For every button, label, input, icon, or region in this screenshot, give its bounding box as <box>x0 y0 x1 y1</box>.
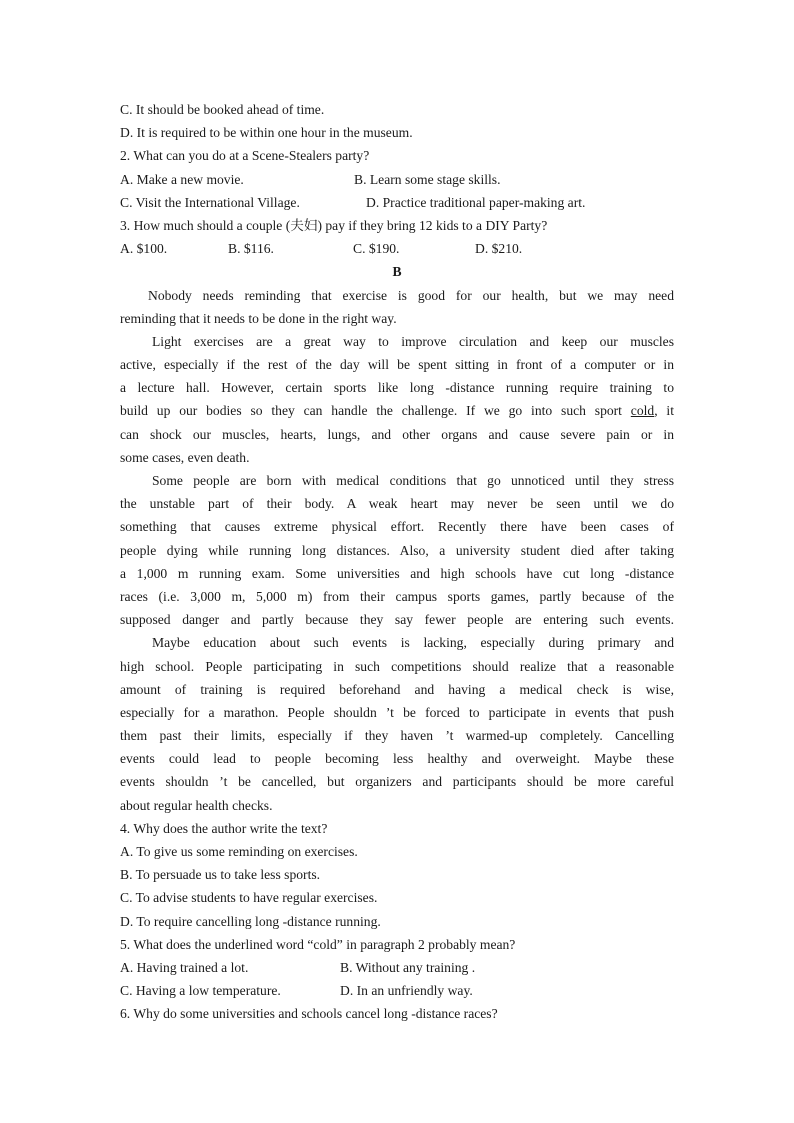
text-line: some cases, even death. <box>120 449 250 465</box>
text-line: people dying while running long distances. Also, a university student died after taking <box>120 542 674 558</box>
text-line: can shock our muscles, hearts, lungs, and other organs and cause severe pain or in <box>120 426 674 442</box>
text-line: reminding that it needs to be done in the right way. <box>120 310 397 326</box>
text-line: Nobody needs reminding that exercise is good for our health, but we may need <box>148 287 674 303</box>
q4-option-b: B. To persuade us to take less sports. <box>120 867 321 883</box>
q2-option-d: D. Practice traditional paper-making art. <box>366 194 586 210</box>
text-line: active, especially if the rest of the day will be spent sitting in front of a computer or in <box>120 357 674 373</box>
q1-option-d: D. It is required to be within one hour in the museum. <box>120 125 413 141</box>
q5-option-d: D. In an unfriendly way. <box>340 983 473 999</box>
q5-options-row-2 <box>120 979 674 1002</box>
text-line: high school. People participating in such competitions should realize that a reasonable <box>120 658 674 674</box>
q6-stem: 6. Why do some universities and schools cancel long -distance races? <box>120 1006 498 1022</box>
passage-paragraph-2 <box>120 330 674 469</box>
text-segment: build up our bodies so they can handle the challenge. If we go into such sport <box>120 403 622 419</box>
q5-options-row-1 <box>120 956 674 979</box>
passage-paragraph-3 <box>120 469 674 631</box>
text-line: Some people are born with medical conditions that go unnoticed until they stress <box>152 473 674 488</box>
q1-option-c: C. It should be booked ahead of time. <box>120 102 325 117</box>
text-line: especially for a marathon. People shouldn ’t be forced to participate in events that push <box>120 704 674 720</box>
q4-option-a: A. To give us some reminding on exercises. <box>120 844 358 859</box>
text-line: supposed danger and partly because they say fewer people are entering such events. <box>120 612 674 628</box>
text-line: amount of training is required beforehand and having a medical check is wise, <box>120 681 674 697</box>
q3-option-c: C. $190. <box>353 241 400 257</box>
underlined-word: cold <box>630 403 655 419</box>
q2-option-c: C. Visit the International Village. <box>120 194 300 210</box>
text-line: the unstable part of their body. A weak heart may never be seen until we do <box>120 496 674 512</box>
q3-option-d: D. $210. <box>475 241 523 257</box>
q4-stem: 4. Why does the author write the text? <box>120 820 328 836</box>
q2-option-b: B. Learn some stage skills. <box>354 171 501 187</box>
q5-option-a: A. Having trained a lot. <box>120 959 249 975</box>
text-segment: , it <box>654 403 674 419</box>
text-line: races (i.e. 3,000 m, 5,000 m) from their campus sports games, partly because of the <box>120 588 674 604</box>
text-line: Light exercises are a great way to improve circulation and keep our muscles <box>152 333 674 349</box>
text-line-with-underline <box>120 399 674 422</box>
q3-option-b: B. $116. <box>228 241 274 257</box>
text-line: Maybe education about such events is lacking, especially during primary and <box>152 635 674 651</box>
passage-paragraph-4 <box>120 631 674 817</box>
q2-options-row-1 <box>120 168 674 191</box>
text-line: a lecture hall. However, certain sports like long -distance running require training to <box>120 380 674 396</box>
q2-option-a: A. Make a new movie. <box>120 171 244 187</box>
q3-options-row <box>120 237 674 260</box>
q2-options-row-2 <box>120 191 674 214</box>
passage-paragraph-1 <box>120 284 674 330</box>
text-line: a 1,000 m running exam. Some universities and high schools have cut long -distance <box>120 565 674 581</box>
text-line: events could lead to people becoming less healthy and overweight. Maybe these <box>120 751 674 767</box>
q5-option-b: B. Without any training . <box>340 959 476 975</box>
q4-option-d: D. To require cancelling long -distance running. <box>120 913 381 929</box>
q5-stem: 5. What does the underlined word “cold” in paragraph 2 probably mean? <box>120 936 516 952</box>
q4-option-c: C. To advise students to have regular exercises. <box>120 890 378 906</box>
worksheet-page <box>120 98 674 1026</box>
text-line: events shouldn ’t be cancelled, but organizers and participants should be more careful <box>120 774 674 790</box>
section-b-heading: B <box>392 264 402 280</box>
q3-option-a: A. $100. <box>120 241 168 257</box>
q2-stem: 2. What can you do at a Scene-Stealers party? <box>120 148 370 164</box>
q5-option-c: C. Having a low temperature. <box>120 983 281 999</box>
text-line: something that causes extreme physical effort. Recently there have been cases of <box>120 519 674 535</box>
text-line: about regular health checks. <box>120 797 273 813</box>
text-line: them past their limits, especially if they haven ’t warmed-up completely. Cancelling <box>120 728 674 744</box>
q3-stem: 3. How much should a couple (夫妇) pay if they bring 12 kids to a DIY Party? <box>120 217 548 233</box>
